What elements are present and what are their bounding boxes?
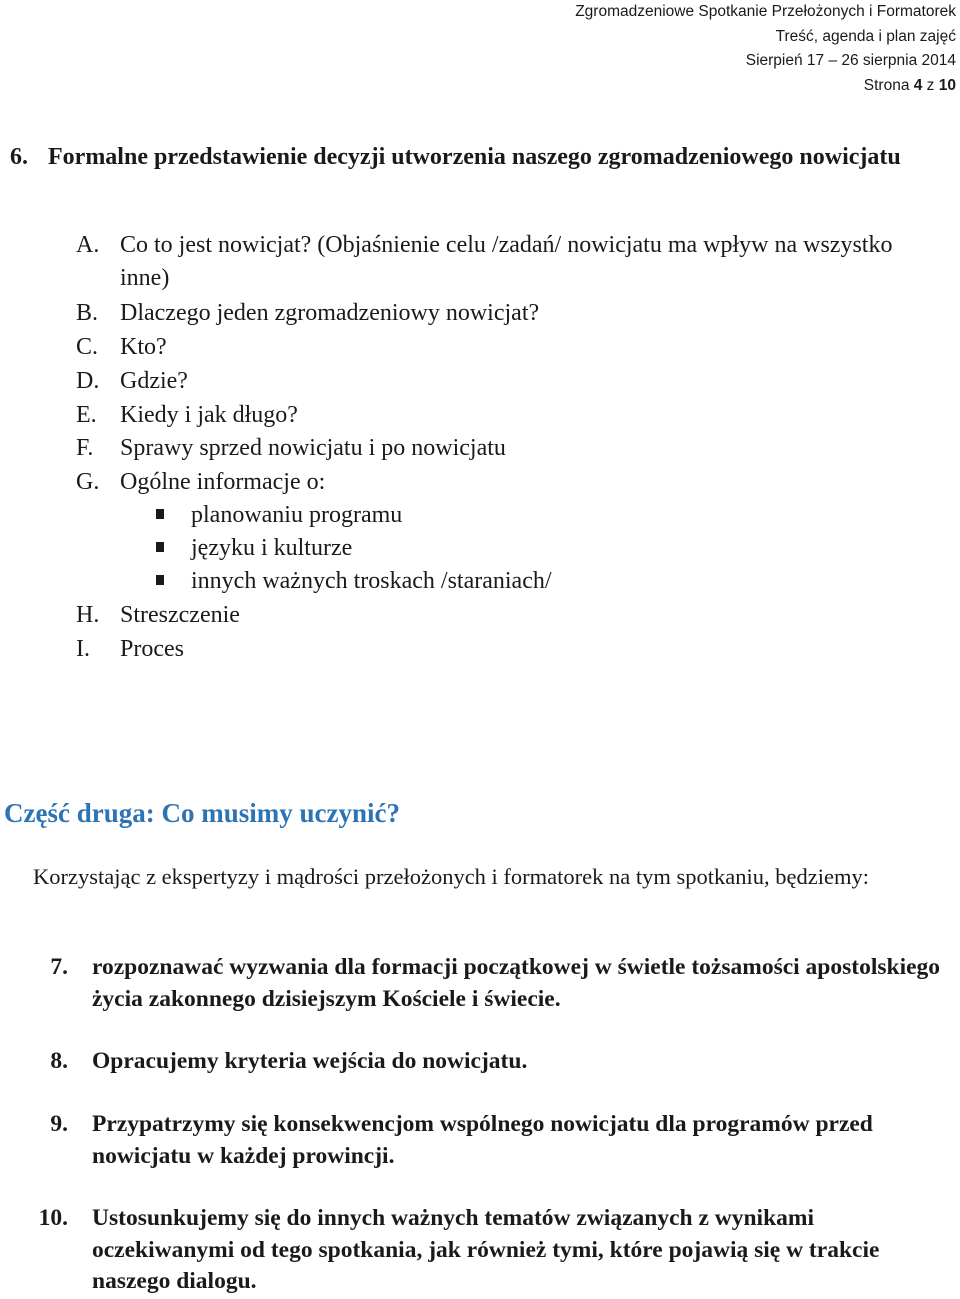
list-marker: C. bbox=[76, 334, 99, 360]
section-6-heading bbox=[10, 141, 940, 174]
item-number: 9. bbox=[50, 1111, 68, 1137]
item-number: 7. bbox=[50, 954, 68, 980]
page-current: 4 bbox=[913, 76, 923, 94]
list-text: Dlaczego jeden zgromadzeniowy nowicjat? bbox=[120, 300, 540, 326]
list-text: Gdzie? bbox=[120, 368, 188, 394]
part-two-intro: Korzystając z ekspertyzy i mądrości przełożonych i formatorek na tym spotkaniu, będziemy: bbox=[33, 864, 869, 889]
list-text: Sprawy sprzed nowicjatu i po nowicjatu bbox=[120, 435, 506, 461]
part-two-heading: Część druga: Co musimy uczynić? bbox=[4, 798, 400, 828]
list-marker: G. bbox=[76, 469, 100, 495]
list-text: Streszczenie bbox=[120, 602, 240, 628]
item-number: 8. bbox=[50, 1048, 68, 1074]
header-title: Zgromadzeniowe Spotkanie Przełożonych i Formatorek bbox=[575, 3, 956, 20]
bullet-text: planowaniu programu bbox=[191, 502, 403, 528]
list-marker: B. bbox=[76, 300, 99, 326]
page-header bbox=[456, 0, 956, 98]
page-total: 10 bbox=[938, 76, 956, 94]
header-subtitle: Treść, agenda i plan zajęć bbox=[775, 27, 956, 45]
square-bullet-icon bbox=[156, 542, 164, 552]
page-prefix: Strona bbox=[863, 76, 914, 94]
section-number: 6. bbox=[10, 144, 28, 170]
page-separator: z bbox=[922, 76, 939, 94]
header-dates: Sierpień 17 – 26 sierpnia 2014 bbox=[745, 52, 956, 69]
item-text: Opracujemy kryteria wejścia do nowicjatu. bbox=[92, 1048, 528, 1074]
header-page-number bbox=[456, 74, 956, 99]
list-text: Kiedy i jak długo? bbox=[120, 402, 298, 428]
list-marker: F. bbox=[76, 435, 94, 461]
list-text: Co to jest nowicjat? (Objaśnienie celu /zadań/ nowicjatu ma wpływ na wszystko inne) bbox=[120, 232, 893, 291]
square-bullet-icon bbox=[156, 575, 164, 585]
section-title: Formalne przedstawienie decyzji utworzenia naszego zgromadzeniowego nowicjatu bbox=[48, 144, 901, 170]
list-marker: A. bbox=[76, 232, 100, 258]
item-text: rozpoznawać wyzwania dla formacji początkowej w świetle tożsamości apostolskiego życia zakonnego dzisiejszym Kościele i świecie. bbox=[92, 954, 941, 1012]
list-marker: E. bbox=[76, 402, 97, 428]
list-marker: H. bbox=[76, 602, 100, 628]
item-number: 10. bbox=[38, 1205, 68, 1231]
list-marker: I. bbox=[76, 636, 90, 662]
list-text: Kto? bbox=[120, 334, 167, 360]
item-text: Ustosunkujemy się do innych ważnych tematów związanych z wynikami oczekiwanymi od tego spotkania, jak również tymi, które pojawią się w trakcie naszego dialogu. bbox=[92, 1205, 880, 1294]
list-marker: D. bbox=[76, 368, 100, 394]
bullet-text: innych ważnych troskach /staraniach/ bbox=[191, 568, 552, 594]
list-text: Proces bbox=[120, 636, 184, 662]
square-bullet-icon bbox=[156, 509, 164, 519]
bullet-text: języku i kulturze bbox=[191, 535, 353, 561]
list-text: Ogólne informacje o: bbox=[120, 469, 326, 495]
item-text: Przypatrzymy się konsekwencjom wspólnego nowicjatu dla programów przed nowicjatu w każdej prowincji. bbox=[92, 1111, 873, 1169]
